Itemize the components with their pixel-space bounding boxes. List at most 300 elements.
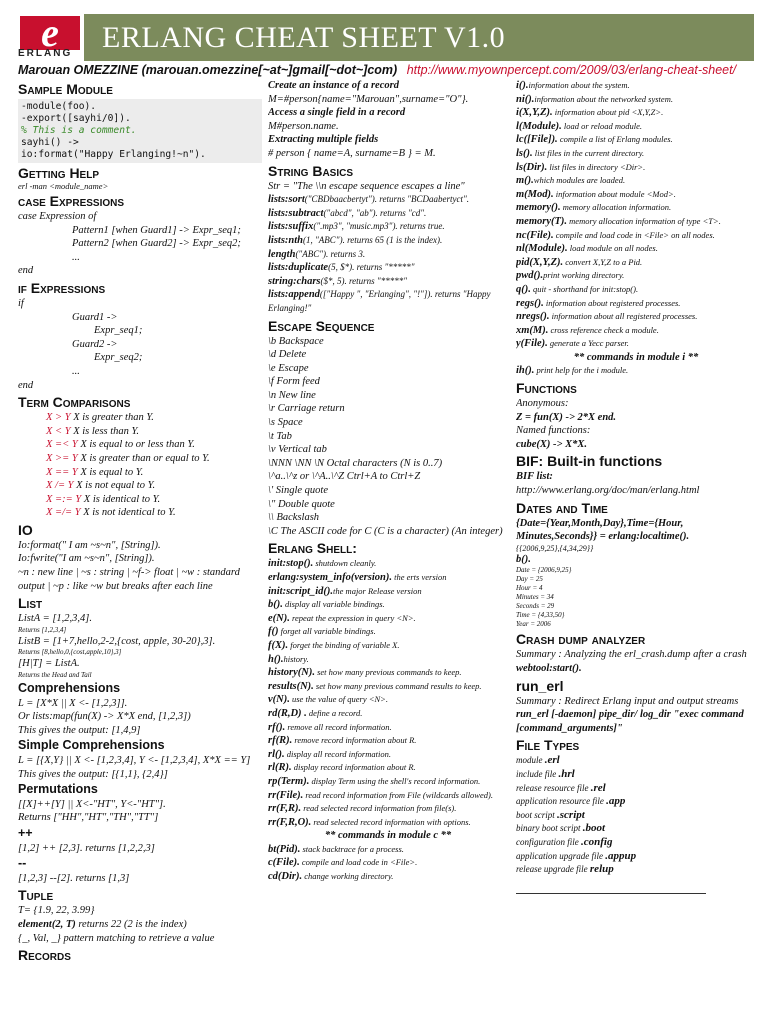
command-desc: load or reload module. <box>561 120 642 131</box>
command-desc: information about registered processes. <box>543 297 681 308</box>
string-func-rest: (1, "ABC"). returns 65 (1 is the index). <box>303 234 443 245</box>
section-string-basics: String Basics <box>268 162 354 179</box>
command-name: rf(). <box>268 721 286 733</box>
escape-line: \" Double quote <box>268 498 335 510</box>
term-desc: X is not equal to Y. <box>73 480 156 492</box>
command-line <box>516 174 756 188</box>
footer-rule-wrap <box>516 877 756 897</box>
tuple-line <box>18 918 262 932</box>
command-name: f(X). <box>268 639 289 651</box>
command-line <box>268 734 508 748</box>
file-type-label: application upgrade file <box>516 850 606 861</box>
ih-desc: print help for the i module. <box>534 365 629 376</box>
section-sample-module: Sample Module <box>18 81 113 97</box>
column-3 <box>516 79 756 1024</box>
command-desc: remove record information about R. <box>292 735 417 746</box>
io-desc: ~n : new line | ~s : string | ~f-> float | ~w : standard output | ~p : like ~w but breaks after each line <box>18 567 240 592</box>
code-line: sayhi() -> <box>21 137 79 148</box>
records-line: M#person.name. <box>268 120 339 132</box>
command-line <box>516 283 756 297</box>
file-type-label: boot script <box>516 809 558 820</box>
command-name: pwd(). <box>516 270 544 282</box>
records-heading: Extracting multiple fields <box>268 134 379 146</box>
command-name: rp(Term). <box>268 775 310 787</box>
command-line <box>268 612 508 626</box>
term-line <box>18 506 262 520</box>
command-line <box>268 571 508 585</box>
command-name: regs(). <box>516 297 544 309</box>
string-func-name: lists:nth <box>268 234 304 246</box>
case-line: end <box>18 265 34 277</box>
section-getting-help: Getting Help <box>18 165 100 181</box>
command-line <box>516 256 756 270</box>
term-desc: X is greater than or equal to Y. <box>77 452 210 464</box>
term-desc: X is not identical to Y. <box>80 507 176 519</box>
command-desc: display all variable bindings. <box>282 599 385 610</box>
dates-bindings <box>516 566 756 629</box>
command-name: lc([File]). <box>516 134 558 146</box>
command-desc: read selected record information with options. <box>311 816 471 827</box>
command-name: m(Mod). <box>516 188 554 200</box>
string-functions <box>268 193 508 315</box>
run-command: run_erl [-daemon] pipe_dir/ log_dir "exec command [command_arguments]" <box>516 709 744 734</box>
file-type-ext: .erl <box>544 754 560 767</box>
if-line: Guard2 -> <box>72 338 118 350</box>
command-name: memory(T). <box>516 215 568 227</box>
command-name: history(N). <box>268 667 315 679</box>
command-desc: repeat the expression in query <N>. <box>289 612 416 623</box>
list-line: ListA = [1,2,3,4]. <box>18 613 92 625</box>
command-name: xm(M). <box>516 324 549 336</box>
command-name: f() <box>268 626 279 638</box>
command-line <box>268 761 508 775</box>
command-desc: list files in directory <Dir>. <box>547 161 646 172</box>
date-binding: Date = {2006,9,25} <box>516 566 572 575</box>
command-line <box>268 870 508 884</box>
section-erlang-shell: Erlang Shell: <box>268 540 357 557</box>
command-name: b(). <box>268 599 283 611</box>
ih-cmd: ih(). <box>516 365 535 377</box>
page-title: ERLANG CHEAT SHEET V1.0 <box>102 20 506 54</box>
date-binding: Time = {4,33,50} <box>516 611 565 620</box>
escape-line: \f Form feed <box>268 376 320 388</box>
command-line <box>268 721 508 735</box>
file-type-ext: relup <box>589 863 614 876</box>
term-op: X =< Y <box>46 439 78 451</box>
command-name: rf(R). <box>268 735 293 747</box>
date-binding: Day = 25 <box>516 575 543 584</box>
command-line <box>268 680 508 694</box>
term-desc: X is greater than Y. <box>70 412 154 424</box>
func-label: Named functions: <box>516 425 591 437</box>
dates-b: b(). <box>516 553 531 565</box>
module-c-heading: ** commands in module c ** <box>324 830 452 842</box>
if-line: end <box>18 379 34 391</box>
command-line <box>516 297 756 311</box>
command-desc: the erts version <box>391 572 447 582</box>
tuple-element: element(2, T) <box>18 918 76 930</box>
string-func-line <box>268 193 508 207</box>
term-line <box>18 466 262 480</box>
bif-url-link[interactable]: http://www.erlang.org/doc/man/erlang.html <box>516 485 700 497</box>
func-line: cube(X) -> X*X. <box>516 438 588 450</box>
escape-line: \b Backspace <box>268 335 324 347</box>
command-line <box>268 557 508 571</box>
command-name: h(). <box>268 653 284 665</box>
command-name: v(N). <box>268 694 290 706</box>
command-desc: load module on all nodes. <box>567 243 658 254</box>
escape-line: \' Single quote <box>268 485 328 497</box>
command-name: nregs(). <box>516 311 550 323</box>
section-tuple: Tuple <box>18 887 54 904</box>
if-line: ... <box>72 365 80 377</box>
command-line <box>268 666 508 680</box>
string-func-rest: ($*, 5). returns "*****" <box>320 275 407 286</box>
file-type-ext: .config <box>581 835 613 848</box>
string-func-name: lists:duplicate <box>268 262 329 274</box>
file-type-label: release upgrade file <box>516 864 590 875</box>
command-desc: information about the system. <box>528 80 630 90</box>
command-name: ni(). <box>516 93 535 105</box>
command-name: cd(Dir). <box>268 871 303 883</box>
code-sample <box>18 99 262 163</box>
file-type-ext: .script <box>557 808 585 821</box>
command-line <box>268 693 508 707</box>
command-line <box>516 161 756 175</box>
escape-line: \n New line <box>268 389 316 401</box>
string-func-line <box>268 248 508 262</box>
command-name: nl(Module). <box>516 243 568 255</box>
string-func-name: length <box>268 248 296 260</box>
command-line <box>268 639 508 653</box>
term-desc: X is identical to Y. <box>81 493 161 505</box>
escape-line: \e Escape <box>268 362 309 374</box>
string-func-name: lists:append <box>268 289 320 301</box>
run-summary: Summary : Redirect Erlang input and output streams <box>516 695 739 707</box>
file-type-line <box>516 836 756 850</box>
term-line <box>18 411 262 425</box>
file-type-label: application resource file <box>516 796 607 807</box>
if-line: Expr_seq1; <box>94 325 143 337</box>
command-name: y(File). <box>516 338 548 350</box>
file-type-line <box>516 809 756 823</box>
section-records: Records <box>18 947 71 964</box>
author-name: Marouan OMEZZINE (marouan.omezzine[~at~]gmail[~dot~]com) <box>18 63 398 77</box>
command-name: pid(X,Y,Z). <box>516 256 564 268</box>
file-type-label: module <box>516 755 545 766</box>
command-name: e(N). <box>268 612 290 624</box>
section-dates: Dates and Time <box>516 499 608 516</box>
command-name: ls(Dir). <box>516 161 548 173</box>
command-name: i(). <box>516 80 529 91</box>
command-desc: convert X,Y,Z to a Pid. <box>563 256 643 267</box>
file-type-ext: .boot <box>582 822 606 835</box>
date-binding: Seconds = 29 <box>516 602 555 611</box>
string-func-rest: ("CBDbaacbertyt"). returns "BCDaabertyct". <box>304 194 470 205</box>
term-desc: X is equal to Y. <box>77 466 144 478</box>
command-name: ls(). <box>516 147 533 159</box>
string-func-name: lists:sort <box>268 194 305 206</box>
command-desc: change working directory. <box>302 871 394 882</box>
section-case: case Expressions <box>18 193 125 209</box>
if-line: Expr_seq2; <box>94 352 143 364</box>
section-comprehensions: Comprehensions <box>18 681 121 696</box>
compr-line: L = [X*X || X <- [1,2,3]]. <box>18 697 128 709</box>
command-line <box>516 79 756 93</box>
date-binding: Minutes = 34 <box>516 593 554 602</box>
section-list: List <box>18 595 43 612</box>
term-desc: X is equal to or less than Y. <box>77 439 195 451</box>
command-desc: compile and load code in <File> on all nodes. <box>553 229 715 240</box>
escape-line: \\ Backslash <box>268 512 320 524</box>
bif-label: BIF list: <box>516 471 553 483</box>
command-line <box>516 242 756 256</box>
command-name: rl(R). <box>268 762 292 774</box>
date-binding: Year = 2006 <box>516 620 551 629</box>
dates-line: {Date={Year,Month,Day},Time={Hour, Minutes,Seconds}} = erlang:localtime(). <box>516 517 690 543</box>
command-desc: stack backtrace for a process. <box>300 843 404 854</box>
term-line <box>18 452 262 466</box>
term-op: X =:= Y <box>46 493 82 505</box>
command-desc: remove all record information. <box>285 721 392 732</box>
records-line: # person { name=A, surname=B } = M. <box>268 147 436 159</box>
command-name: rr(File). <box>268 789 304 801</box>
term-line <box>18 425 262 439</box>
command-desc: read selected record information from file(s). <box>301 803 457 814</box>
if-line: if <box>18 297 24 309</box>
command-name: bt(Pid). <box>268 843 301 855</box>
escape-line: \r Carriage return <box>268 403 345 415</box>
section-simple-comprehensions: Simple Comprehensions <box>18 738 165 753</box>
command-desc: which modules are loaded. <box>533 175 626 186</box>
string-func-line <box>268 288 508 315</box>
shell-commands <box>268 557 508 829</box>
command-line <box>268 653 508 667</box>
records-line: M=#person{name="Marouan",surname="O"}. <box>268 93 469 105</box>
command-name: nc(File). <box>516 229 554 241</box>
compr-line: Or lists:map(fun(X) -> X*X end, [1,2,3]) <box>18 711 191 723</box>
string-func-line <box>268 220 508 234</box>
column-1 <box>18 79 262 1024</box>
term-op: X >= Y <box>46 452 78 464</box>
command-line <box>516 215 756 229</box>
help-command: erl -man <module_name> <box>18 181 109 191</box>
case-line: ... <box>72 251 80 263</box>
command-name: q(). <box>516 283 531 295</box>
section-bif: BIF: Built-in functions <box>516 453 663 470</box>
title-banner <box>14 10 754 61</box>
code-comment: % This is a comment. <box>21 125 137 136</box>
command-line <box>516 188 756 202</box>
term-line <box>18 438 262 452</box>
command-name: rd(R,D) . <box>268 707 307 719</box>
string-func-name: lists:subtract <box>268 207 324 219</box>
section-functions: Functions <box>516 380 577 397</box>
term-op: X /= Y <box>46 480 74 492</box>
section-minusminus: -- <box>18 856 27 871</box>
code-line: -export([sayhi/0]). <box>21 113 131 124</box>
command-desc: information about pid <X,Y,Z>. <box>552 107 664 118</box>
command-name: c(File). <box>268 857 300 869</box>
file-type-ext: .hrl <box>558 767 575 780</box>
records-heading: Create an instance of a record <box>268 80 399 91</box>
file-type-ext: .rel <box>590 781 606 794</box>
section-run-erl: run_erl <box>516 677 564 694</box>
func-line: Z = fun(X) -> 2*X end. <box>516 411 617 423</box>
list-line: [H|T] = ListA. <box>18 658 80 670</box>
command-line <box>516 310 756 324</box>
command-desc: information about module <Mod>. <box>553 188 676 199</box>
command-desc: cross reference check a module. <box>548 324 659 335</box>
file-type-label: include file <box>516 768 559 779</box>
escape-line: \d Delete <box>268 349 307 361</box>
code-line: -module(foo). <box>21 101 97 112</box>
command-desc: display all record information. <box>284 748 391 759</box>
command-line <box>268 856 508 870</box>
command-name: rr(F,R). <box>268 803 302 815</box>
string-func-line <box>268 207 508 221</box>
escape-list <box>268 335 508 539</box>
escape-line: \NNN \NN \N Octal characters (N is 0..7) <box>268 457 443 469</box>
file-type-label: configuration file <box>516 836 581 847</box>
command-desc: set how many previous command results to keep. <box>313 680 482 691</box>
command-line <box>516 337 756 351</box>
escape-line: \s Space <box>268 417 303 429</box>
escape-line: \^a..\^z or \^A..\^Z Ctrl+A to Ctrl+Z <box>268 471 421 483</box>
command-name: i(X,Y,Z). <box>516 107 553 119</box>
command-desc: forget all variable bindings. <box>278 626 376 637</box>
logo-word: ERLANG <box>18 48 73 59</box>
section-file-types: File Types <box>516 737 580 754</box>
section-plusplus: ++ <box>18 825 33 840</box>
command-name: init:stop(). <box>268 558 314 570</box>
escape-line: \t Tab <box>268 430 292 442</box>
command-desc: set how many previous commands to keep. <box>314 667 462 678</box>
file-type-ext: .appup <box>605 849 637 862</box>
command-desc: the major Release version <box>333 585 422 596</box>
command-line <box>268 598 508 612</box>
list-return: Returns the Head and Tail <box>18 671 92 680</box>
simple-line: L = [{X,Y} || X <- [1,2,3,4], Y <- [1,2,3,4], X*X == Y] <box>18 755 251 766</box>
command-line <box>516 229 756 243</box>
list-return: Returns [1,2,3,4] <box>18 625 67 634</box>
term-line <box>18 493 262 507</box>
string-func-line <box>268 234 508 248</box>
section-io: IO <box>18 521 33 538</box>
case-line: Pattern1 [when Guard1] -> Expr_seq1; <box>72 224 241 236</box>
command-desc: list files in the current directory. <box>532 147 645 158</box>
tuple-element-ret: returns 22 (2 is the index) <box>75 918 187 930</box>
crash-summary: Summary : Analyzing the erl_crash.dump after a crash <box>516 649 747 661</box>
command-name: l(Module). <box>516 120 562 132</box>
case-line: case Expression of <box>18 211 97 222</box>
io-line: Io:format(" I am ~s~n", [String]). <box>18 539 161 551</box>
file-type-line <box>516 863 756 877</box>
string-func-rest: (5, $*). returns "*****" <box>328 262 415 273</box>
command-desc: shutdown cleanly. <box>313 558 377 569</box>
file-type-label: binary boot script <box>516 823 583 834</box>
escape-line: \v Vertical tab <box>268 444 327 456</box>
command-name: rr(F,R,O). <box>268 816 312 828</box>
pp-line: [1,2] ++ [2,3]. returns [1,2,2,3] <box>18 842 155 854</box>
list-return: Returns [8,hello,0,{cost,apple,10},3] <box>18 648 122 657</box>
file-type-line <box>516 754 756 768</box>
file-type-line <box>516 850 756 864</box>
command-desc: history. <box>283 653 309 664</box>
command-line <box>516 133 756 147</box>
command-line <box>268 748 508 762</box>
section-crash-dump: Crash dump analyzer <box>516 631 646 648</box>
perm-line: [[X]++[Y] || X<-"HT", Y<-"HT"]. <box>18 798 166 810</box>
tuple-line: {_, Val, _} pattern matching to retrieve a value <box>18 932 215 944</box>
command-desc: quit - shorthand for init:stop(). <box>530 283 639 294</box>
command-desc: read record information from File (wildcards allowed). <box>303 789 493 800</box>
command-name: init:script_id(). <box>268 585 334 597</box>
string-func-line <box>268 275 508 289</box>
command-name: results(N). <box>268 680 314 692</box>
command-line <box>516 106 756 120</box>
ih-line <box>516 364 756 378</box>
file-type-line <box>516 795 756 809</box>
command-line <box>268 775 508 789</box>
command-line <box>516 93 756 107</box>
logo-letter: e <box>20 16 80 50</box>
string-line: Str = "The \\n escape sequence escapes a line" <box>268 180 465 192</box>
section-permutations: Permutations <box>18 782 98 797</box>
section-escape-sequence: Escape Sequence <box>268 317 375 334</box>
column-2 <box>268 79 508 1024</box>
list-line: ListB = [1+7,hello,2-2,{cost, apple, 30-20},3]. <box>18 635 216 647</box>
command-name: erlang:system_info(version). <box>268 572 392 583</box>
tuple-line: T= {1.9, 22, 3.99} <box>18 905 95 917</box>
author-url-link[interactable]: http://www.myownpercept.com/2009/03/erlang-cheat-sheet/ <box>406 63 737 77</box>
command-desc: generate a Yecc parser. <box>547 338 629 349</box>
perm-line: Returns ["HH","HT","TH","TT"] <box>18 812 159 824</box>
command-line <box>268 843 508 857</box>
command-line <box>516 147 756 161</box>
crash-command: webtool:start(). <box>516 663 582 674</box>
module-i-heading: ** commands in module i ** <box>573 351 699 363</box>
string-func-rest: ("ABC"). returns 3. <box>295 248 366 259</box>
code-line: io:format("Happy Erlanging!~n"). <box>21 149 206 160</box>
command-line <box>516 120 756 134</box>
string-func-rest: ("abcd", "ab"). returns "cd". <box>323 207 427 218</box>
records-heading: Access a single field in a record <box>268 107 406 119</box>
erlang-logo <box>14 10 84 61</box>
command-desc: use the value of query <N>. <box>289 694 388 705</box>
file-types-list <box>516 754 756 876</box>
command-desc: forget the binding of variable X. <box>288 639 400 650</box>
io-line: Io:fwrite("I am ~s~n", [String]). <box>18 553 155 565</box>
term-desc: X is less than Y. <box>70 425 140 437</box>
section-term-comparisons: Term Comparisons <box>18 394 131 411</box>
term-op: X =/= Y <box>46 507 81 519</box>
mm-line: [1,2,3] --[2]. returns [1,3] <box>18 872 130 884</box>
string-func-line <box>268 261 508 275</box>
compr-line: This gives the output: [1,4,9] <box>18 724 141 736</box>
command-name: rl(). <box>268 748 285 760</box>
command-line <box>516 269 756 283</box>
term-op: X < Y <box>46 425 71 437</box>
string-func-name: string:chars <box>268 275 321 287</box>
command-desc: compile and load code in <File>. <box>299 857 418 868</box>
term-line <box>18 479 262 493</box>
command-line <box>516 324 756 338</box>
c-commands-cont <box>516 79 756 351</box>
func-label: Anonymous: <box>516 398 569 410</box>
command-line <box>516 201 756 215</box>
command-line <box>268 707 508 721</box>
